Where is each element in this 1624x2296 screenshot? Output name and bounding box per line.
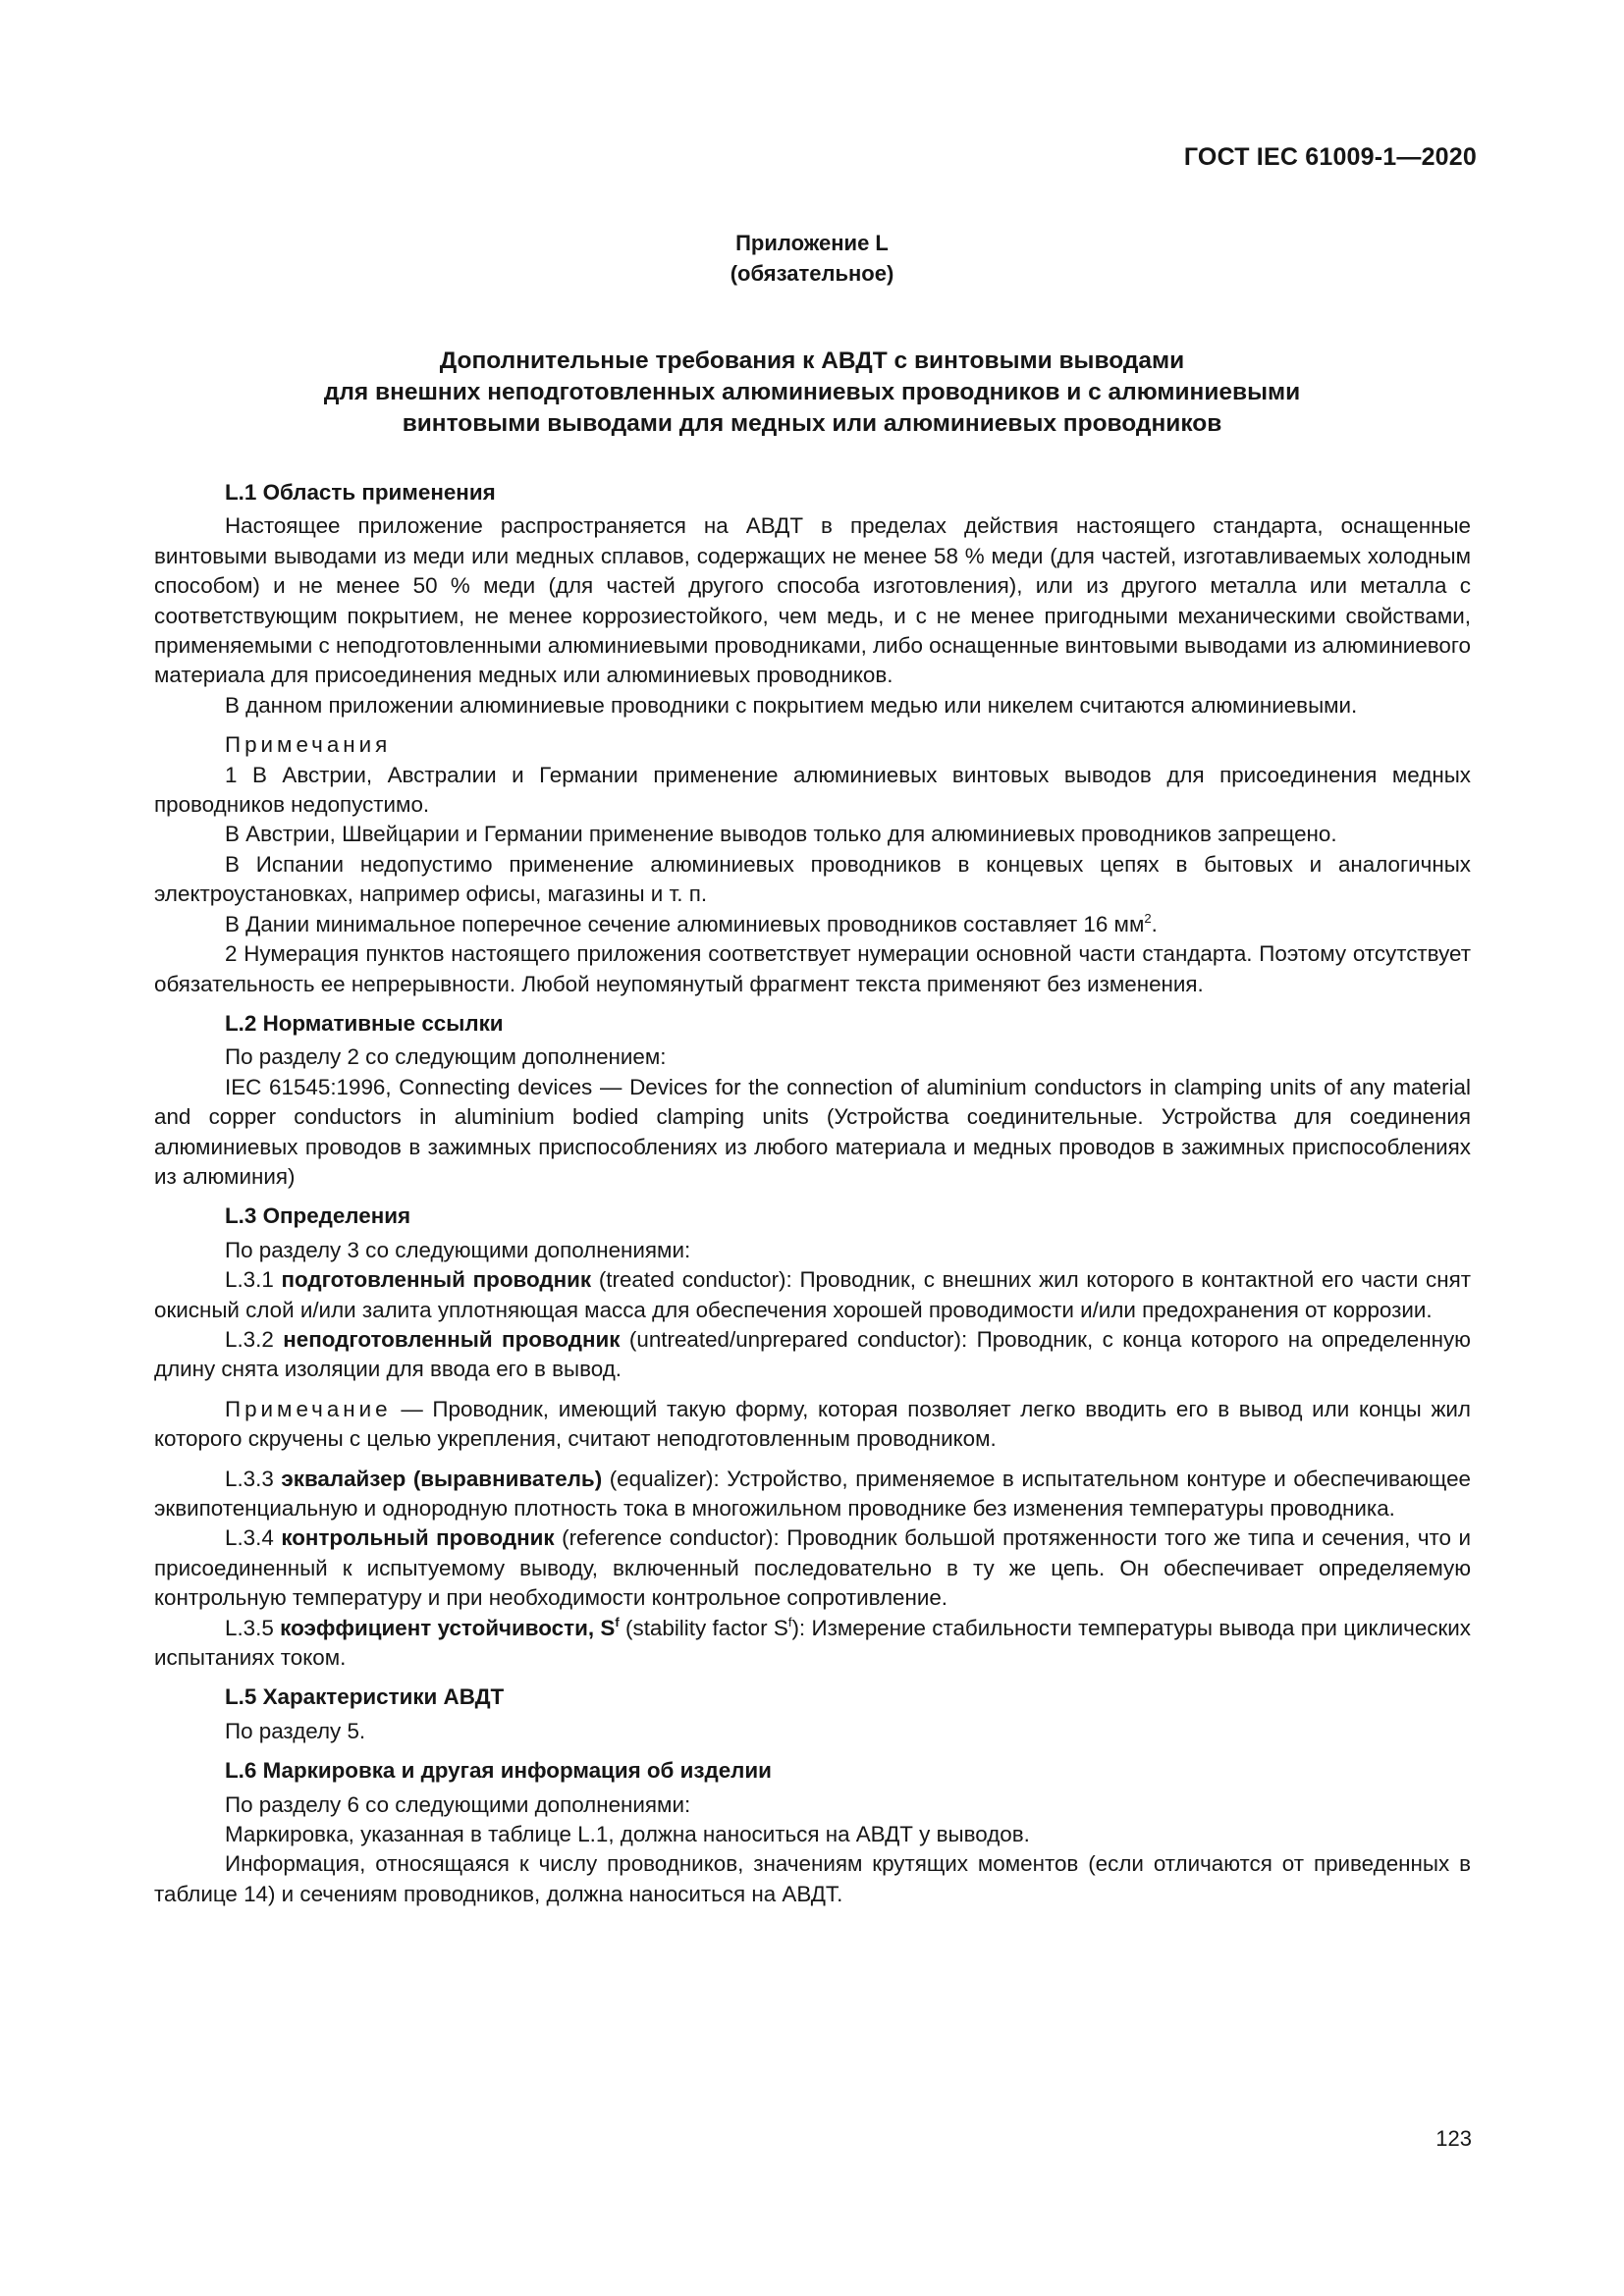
annex-title-line: для внешних неподготовленных алюминиевых проводников и с алюминиевыми — [323, 379, 1301, 405]
definition-l3-3: L.3.3 эквалайзер (выравниватель) (equalizer): Устройство, применяемое в испытательном контуре и обеспечивающее эквипотенциальную и однородную плотность тока в многожильном проводнике без изменения температуры проводника. — [154, 1466, 1471, 1521]
paragraph: По разделу 2 со следующим дополнением: — [225, 1044, 667, 1070]
definition-term: коэффициент устойчивости, $S^f$ — [280, 1614, 620, 1640]
annex-title-line: Дополнительные требования к АВДТ с винтовыми выводами — [439, 347, 1185, 374]
definition-term: неподготовленный проводник — [283, 1326, 621, 1352]
section-heading-l1: L.1 Область применения — [225, 480, 496, 505]
paragraph: По разделу 5. — [225, 1718, 366, 1743]
definition-l3-1: L.3.1 подготовленный проводник (treated conductor): Проводник, с внешних жил которого в контактной его части снят окисный слой и/или залита уплотняющая масса для обеспечения хорошей проводимости и/или предохранения от коррозии. — [154, 1267, 1471, 1322]
page-number: 123 — [1435, 2126, 1472, 2151]
section-heading-l2: L.2 Нормативные ссылки — [225, 1010, 504, 1036]
note-item: В Испании недопустимо применение алюминиевых проводников в концевых цепях в бытовых и аналогичных электроустановках, например офисы, магазины и т. п. — [154, 851, 1471, 907]
note-item: 2 Нумерация пунктов настоящего приложения соответствует нумерации основной части стандарта. Поэтому отсутствует обязательность ее непрерывности. Любой неупомянутый фрагмент текста применяют без изменения. — [154, 941, 1471, 996]
document-body — [154, 478, 1471, 1909]
section-heading-l6: L.6 Маркировка и другая информация об изделии — [225, 1758, 772, 1784]
note-label: Примечание — [225, 1396, 392, 1421]
definition-term: подготовленный проводник — [281, 1267, 592, 1293]
annex-label: Приложение L — [735, 231, 889, 255]
note-item: В Австрии, Швейцарии и Германии применение выводов только для алюминиевых проводников запрещено. — [225, 822, 1337, 847]
note-item: В Дании минимальное поперечное сечение алюминиевых проводников составляет 16 $мм^2$. — [225, 910, 1158, 936]
standard-identifier: ГОСТ IEC 61009-1—2020 — [1183, 143, 1477, 171]
paragraph: По разделу 3 со следующими дополнениями: — [225, 1237, 691, 1262]
definition-term: контрольный проводник — [281, 1525, 555, 1551]
notes-label: Примечания — [225, 732, 392, 758]
section-heading-l5: L.5 Характеристики АВДТ — [225, 1684, 505, 1710]
paragraph: Настоящее приложение распространяется на АВДТ в пределах действия настоящего стандарта, оснащенные винтовыми выводами из меди или медных сплавов, содержащих не менее 58 % меди (для частей, изготавливаемых холодным способом) и не менее 50 % меди (для частей другого способа изготовления), или из другого металла или металла с соответствующим покрытием, не менее коррозиестойкого, чем медь, и с не менее пригодными механическими свойствами, применяемыми с неподготовленными алюминиевыми проводниками, либо оснащенные винтовыми выводами из алюминиевого материала для присоединения медных или алюминиевых проводников. — [154, 513, 1471, 688]
annex-heading — [0, 228, 1624, 289]
note-item: 1 В Австрии, Австралии и Германии применение алюминиевых винтовых выводов для присоединения медных проводников недопустимо. — [154, 762, 1471, 818]
annex-title — [0, 346, 1624, 440]
annex-title-line: винтовыми выводами для медных или алюминиевых проводников — [402, 410, 1222, 437]
note-item: Примечание — Проводник, имеющий такую форму, которая позволяет легко вводить его в вывод или концы жил которого скручены с целью укрепления, считают неподготовленным проводником. — [154, 1396, 1471, 1452]
annex-type: (обязательное) — [730, 261, 894, 286]
section-heading-l3: L.3 Определения — [225, 1203, 411, 1229]
definition-l3-2: L.3.2 неподготовленный проводник (untreated/unprepared conductor): Проводник, с конца которого на определенную длину снята изоляции для ввода его в вывод. — [154, 1326, 1471, 1382]
definition-l3-4: L.3.4 контрольный проводник (reference conductor): Проводник большой протяженности того же типа и сечения, что и присоединенный к испытуемому выводу, включенный последовательно в ту же цепь. Он обеспечивает определяемую контрольную температуру и при необходимости контрольное сопротивление. — [154, 1525, 1472, 1611]
paragraph: Маркировка, указанная в таблице L.1, должна наноситься на АВДТ у выводов. — [225, 1822, 1030, 1847]
definition-l3-5: L.3.5 коэффициент устойчивости, $S^f$ (stability factor $S^f$): Измерение стабильности температуры вывода при циклических испытаниях током. — [154, 1614, 1471, 1671]
definition-term: эквалайзер (выравниватель) — [281, 1466, 603, 1491]
paragraph: По разделу 6 со следующими дополнениями: — [225, 1791, 691, 1817]
reference-item: IEC 61545:1996, Connecting devices — Devices for the connection of aluminium conductors in clamping units of any material and copper conductors in aluminium bodied clamping units (Устройства соединительные. Устройства для соединения алюминиевых проводов в зажимных приспособлениях из любого материала и медных проводов в зажимных приспособлениях из алюминия) — [154, 1074, 1471, 1189]
paragraph: В данном приложении алюминиевые проводники с покрытием медью или никелем считаются алюминиевыми. — [225, 692, 1358, 718]
paragraph: Информация, относящаяся к числу проводников, значениям крутящих моментов (если отличаются от приведенных в таблице 14) и сечениям проводников, должна наноситься на АВДТ. — [154, 1851, 1471, 1906]
